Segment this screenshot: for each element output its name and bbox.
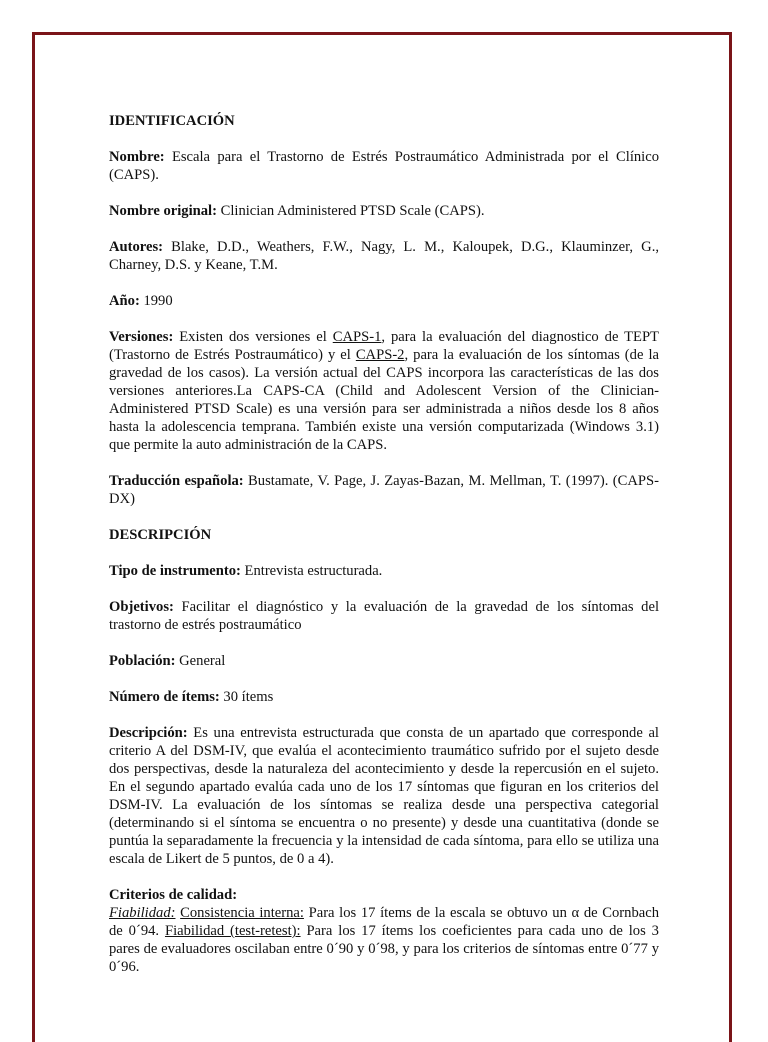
field-traduccion xyxy=(109,472,659,508)
document-body xyxy=(109,112,659,994)
field-descripcion xyxy=(109,724,659,868)
field-label: Autores: xyxy=(109,239,164,255)
field-label: Descripción: xyxy=(109,725,188,741)
section-heading-identificacion: IDENTIFICACIÓN xyxy=(109,113,235,129)
field-tipo xyxy=(109,562,659,580)
consistencia-interna-label: Consistencia interna: xyxy=(180,905,304,921)
field-value: , para la evaluación de los síntomas (de la gravedad de los casos). La versión actual del CAPS incorpora las características de las dos versiones anteriores.La CAPS-CA (Child and Adolescent Version of the Clinician-Administered PTSD Scale) es una versión para ser administrada a niños desde los 8 años hasta la adolescencia temprana. También existe una versión computarizada (Windows 3.1) que permite la auto administración de la CAPS. xyxy=(109,347,659,453)
field-value: Es una entrevista estructurada que consta de un apartado que corresponde al criterio A del DSM-IV, que evalúa el acontecimiento traumático sufrido por el sujeto desde dos perspectivas, desde la naturaleza del acontecimiento y desde la repercusión en el sujeto. En el segundo apartado evalúa cada uno de los 17 síntomas que figuran en los criterios del DSM-IV. La evaluación de los síntomas se realiza desde una perspectiva categorial (determinando si el síntoma se encuentra o no presente) y desde una cuantitativa (donde se puntúa la separadamente la frecuencia y la intensidad de cada síntoma, para ello se utiliza una escala de Likert de 5 puntos, de 0 a 4). xyxy=(109,725,659,867)
field-value: Blake, D.D., Weathers, F.W., Nagy, L. M., Kaloupek, D.G., Klauminzer, G., Charney, D.S. y Keane, T.M. xyxy=(109,239,659,273)
field-nombre-original xyxy=(109,202,659,220)
field-value: Existen dos versiones el xyxy=(173,329,333,345)
test-retest-label: Fiabilidad (test-retest): xyxy=(164,923,301,939)
field-criterios-label xyxy=(109,886,659,904)
field-label: Objetivos: xyxy=(109,599,174,615)
field-value: Entrevista estructurada. xyxy=(240,563,383,579)
field-value: 1990 xyxy=(139,293,173,309)
field-value: , para la evaluación del diagnostico de TEPT (Trastorno de Estrés Postraumático) y el xyxy=(109,329,659,363)
field-value: General xyxy=(175,653,226,669)
field-label: Tipo de instrumento: xyxy=(109,563,241,579)
field-value: Facilitar el diagnóstico y la evaluación de la gravedad de los síntomas del trastorno de estrés postraumático xyxy=(109,599,659,633)
field-label: Población: xyxy=(109,653,176,669)
field-anio xyxy=(109,292,659,310)
section-heading-descripcion: DESCRIPCIÓN xyxy=(109,527,212,543)
field-label: Año: xyxy=(109,293,140,309)
field-label: Criterios de calidad: xyxy=(109,887,238,903)
field-autores xyxy=(109,238,659,274)
field-numero-items xyxy=(109,688,659,706)
fiabilidad-label: Fiabilidad: xyxy=(109,905,176,921)
field-value: 30 ítems xyxy=(219,689,274,705)
field-value: Para los 17 ítems de la escala se obtuvo un α de Cornbach de 0´94. xyxy=(109,905,659,939)
field-label: Nombre original: xyxy=(109,203,217,219)
field-poblacion xyxy=(109,652,659,670)
field-label: Traducción española: xyxy=(109,473,244,489)
field-label: Versiones: xyxy=(109,329,174,345)
field-value: Escala para el Trastorno de Estrés Postraumático Administrada por el Clínico (CAPS). xyxy=(109,149,659,183)
field-criterios xyxy=(109,904,659,976)
field-nombre xyxy=(109,148,659,184)
field-value: Clinician Administered PTSD Scale (CAPS). xyxy=(216,203,485,219)
caps-1-link[interactable]: CAPS-1 xyxy=(332,329,382,345)
field-value: Para los 17 ítems los coeficientes para cada uno de los 3 pares de evaluadores oscilaban entre 0´90 y 0´98, y para los criterios de síntomas entre 0´77 y 0´96. xyxy=(109,923,659,975)
field-label: Número de ítems: xyxy=(109,689,220,705)
field-value: Bustamate, V. Page, J. Zayas-Bazan, M. Mellman, T. (1997). (CAPS-DX) xyxy=(109,473,659,507)
field-versiones xyxy=(109,328,659,454)
field-objetivos xyxy=(109,598,659,634)
field-label: Nombre: xyxy=(109,149,165,165)
caps-2-link[interactable]: CAPS-2 xyxy=(355,347,405,363)
